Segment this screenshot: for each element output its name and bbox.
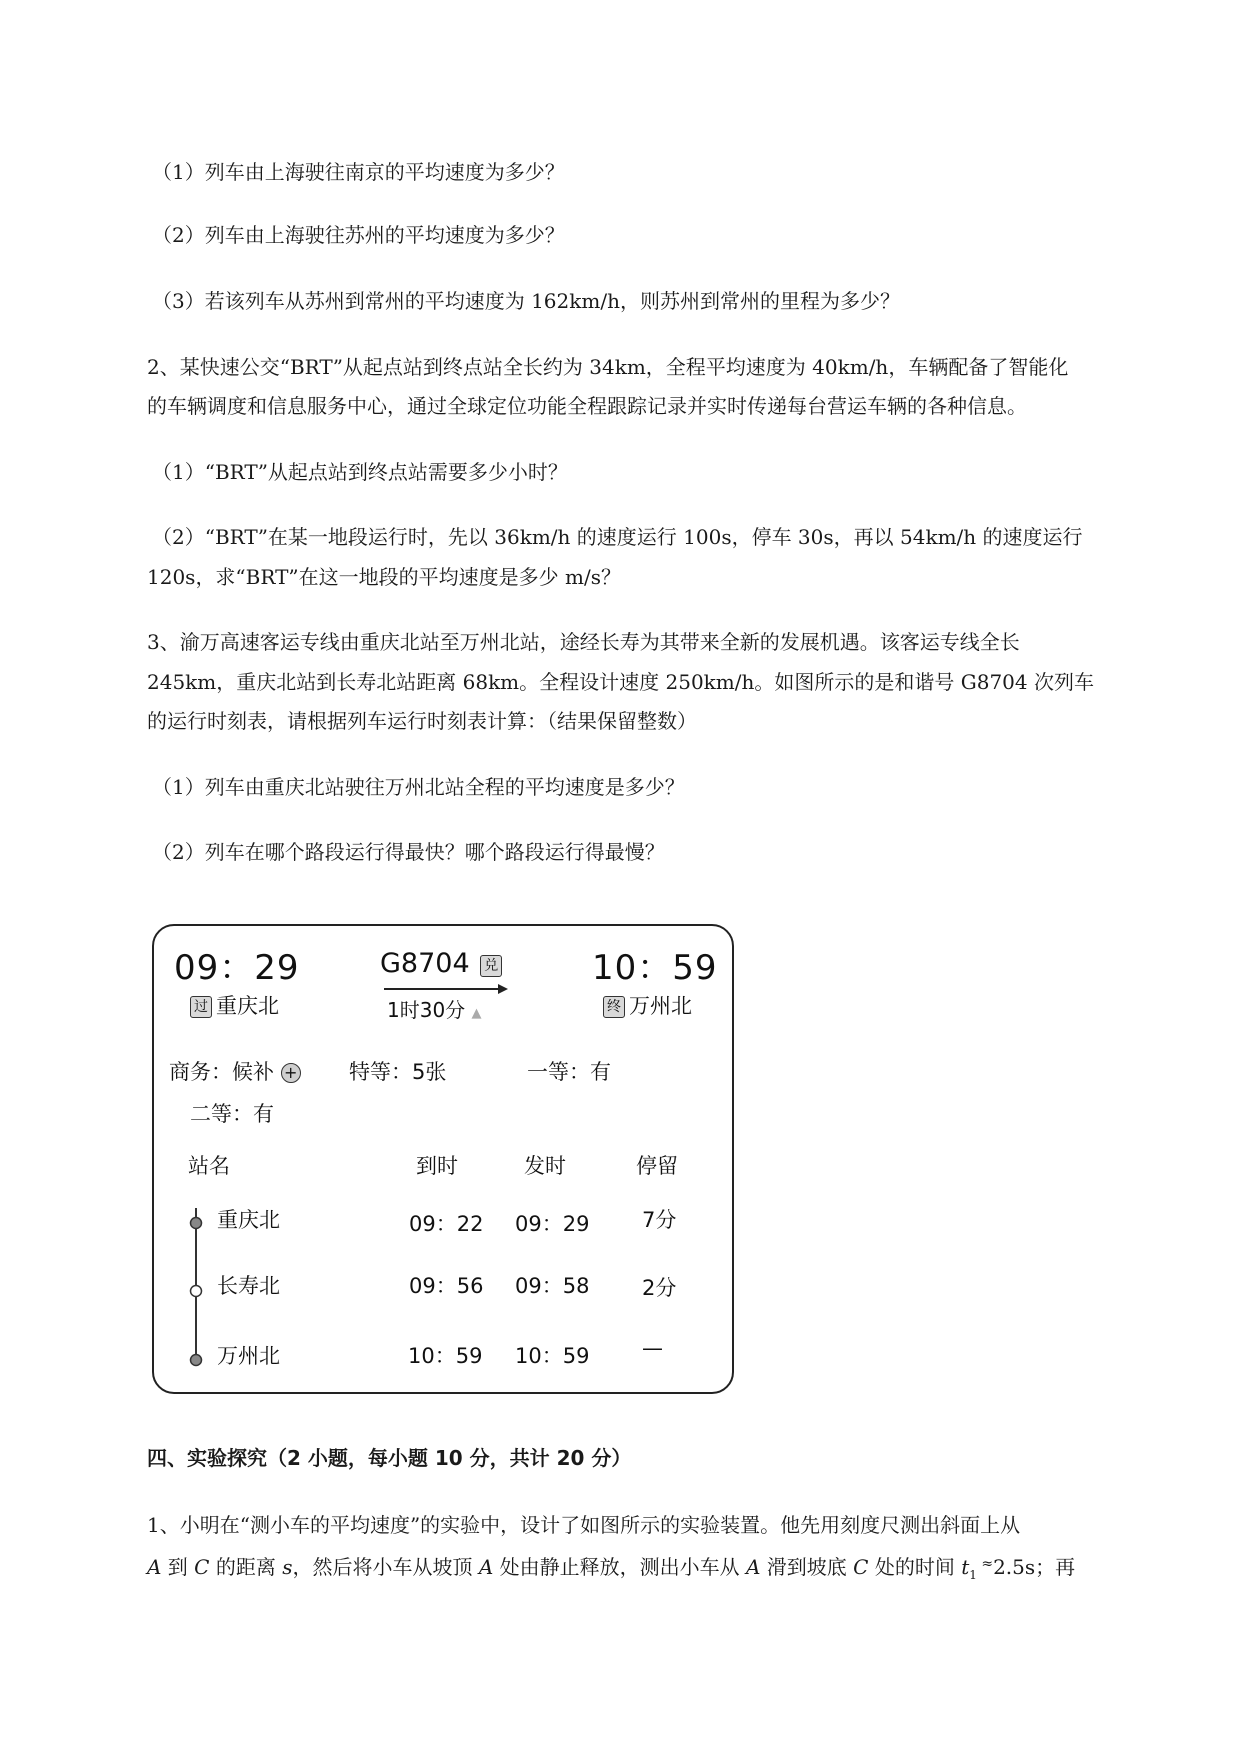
var-a: A [147,1555,162,1579]
problem-4-line-1: 1、小明在“测小车的平均速度”的实验中，设计了如图所示的实验装置。他先用刻度尺测出斜面上从 [147,1513,1021,1537]
var-c: C [194,1555,210,1579]
stop-dot-icon [191,1355,202,1366]
approx-symbol: ≈ [976,1556,994,1572]
triangle-icon: ▲ [471,1006,482,1021]
seat-second: 二等：有 [190,1102,274,1126]
question-1-2: （2）列车由上海驶往苏州的平均速度为多少？ [152,223,565,247]
route-line [188,1208,204,1370]
stop-dot-icon [191,1218,202,1229]
from-station [190,990,279,1020]
stop-1-name: 重庆北 [217,1208,280,1232]
duration [387,994,482,1023]
text-span: 2.5s；再 [993,1555,1076,1579]
section-4-heading: 四、实验探究（2 小题，每小题 10 分，共计 20 分） [147,1446,632,1470]
terminal-tag-icon: 终 [603,996,625,1018]
stop-2-stay: 2分 [642,1276,677,1300]
var-a: A [478,1555,494,1579]
stop-2-name: 长寿北 [217,1274,280,1298]
duration-text: 1时30分 [387,998,466,1022]
header-arrive: 到时 [416,1154,458,1178]
stop-3-name: 万州北 [217,1344,280,1368]
stop-3-depart: 10：59 [515,1344,590,1368]
problem-4-line-2 [147,1550,1147,1589]
question-2-2-line-1: （2）“BRT”在某一地段运行时，先以 36km/h 的速度运行 100s，停车 30s，再以 54km/h 的速度运行 [152,525,1083,549]
stop-3-stay: — [642,1336,663,1360]
question-1-3: （3）若该列车从苏州到常州的平均速度为 162km/h，则苏州到常州的里程为多少？ [152,289,900,313]
var-t: t [961,1555,970,1579]
text-span: 的距离 [209,1555,283,1579]
seat-first: 一等：有 [527,1060,611,1084]
question-3-1: （1）列车由重庆北站驶往万州北站全程的平均速度是多少？ [152,775,685,799]
plus-icon: + [281,1063,301,1083]
text-span: ，然后将小车从坡顶 [292,1555,479,1579]
text-span: 处的时间 [868,1555,962,1579]
problem-2-line-2: 的车辆调度和信息服务中心，通过全球定位功能全程跟踪记录并实时传递每台营运车辆的各种信息。 [147,394,1027,418]
header-station: 站名 [188,1154,230,1178]
text-span: 滑到坡底 [760,1555,854,1579]
header-stay: 停留 [636,1154,678,1178]
seat-premium: 特等：5张 [349,1060,447,1084]
subscript: 1 [969,1568,977,1582]
var-s: s [282,1555,293,1579]
problem-3-line-2: 245km，重庆北站到长寿北站距离 68km。全程设计速度 250km/h。如图所示的是和谐号 G8704 次列车 [147,670,1094,694]
question-2-2-line-2: 120s，求“BRT”在这一地段的平均速度是多少 m/s？ [147,565,621,589]
question-2-1: （1）“BRT”从起点站到终点站需要多少小时？ [152,460,568,484]
stop-dot-icon [191,1286,202,1297]
train-ticket-card [152,924,734,1394]
stop-3-arrive: 10：59 [408,1344,483,1368]
stop-1-arrive: 09：22 [409,1212,484,1236]
question-1-1: （1）列车由上海驶往南京的平均速度为多少？ [152,160,565,184]
var-c: C [853,1555,869,1579]
train-number [380,948,506,979]
to-station [603,990,692,1020]
question-3-2: （2）列车在哪个路段运行得最快？哪个路段运行得最慢？ [152,840,665,864]
stop-2-depart: 09：58 [515,1274,590,1298]
problem-3-line-3: 的运行时刻表，请根据列车运行时刻表计算：（结果保留整数） [147,709,697,733]
pass-tag-icon: 过 [190,996,212,1018]
var-a: A [746,1555,761,1579]
train-tag-icon: 兑 [480,955,502,977]
train-number-text: G8704 [380,948,470,979]
stop-1-depart: 09：29 [515,1212,590,1236]
seat-business-label: 商务：候补 [169,1060,274,1084]
text-span: 处由静止释放，测出小车从 [493,1555,746,1579]
to-station-name: 万州北 [629,994,692,1018]
problem-2-line-1: 2、某快速公交“BRT”从起点站到终点站全长约为 34km，全程平均速度为 40km/h，车辆配备了智能化 [147,355,1069,379]
arrive-time: 10：59 [592,948,718,988]
header-depart: 发时 [524,1154,566,1178]
stop-1-stay: 7分 [642,1208,677,1232]
text-span: 到 [161,1555,195,1579]
depart-time: 09：29 [174,948,300,988]
stop-2-arrive: 09：56 [409,1274,484,1298]
problem-3-line-1: 3、渝万高速客运专线由重庆北站至万州北站，途经长寿为其带来全新的发展机遇。该客运专线全长 [147,630,1020,654]
from-station-name: 重庆北 [216,994,279,1018]
seat-business [169,1056,301,1086]
